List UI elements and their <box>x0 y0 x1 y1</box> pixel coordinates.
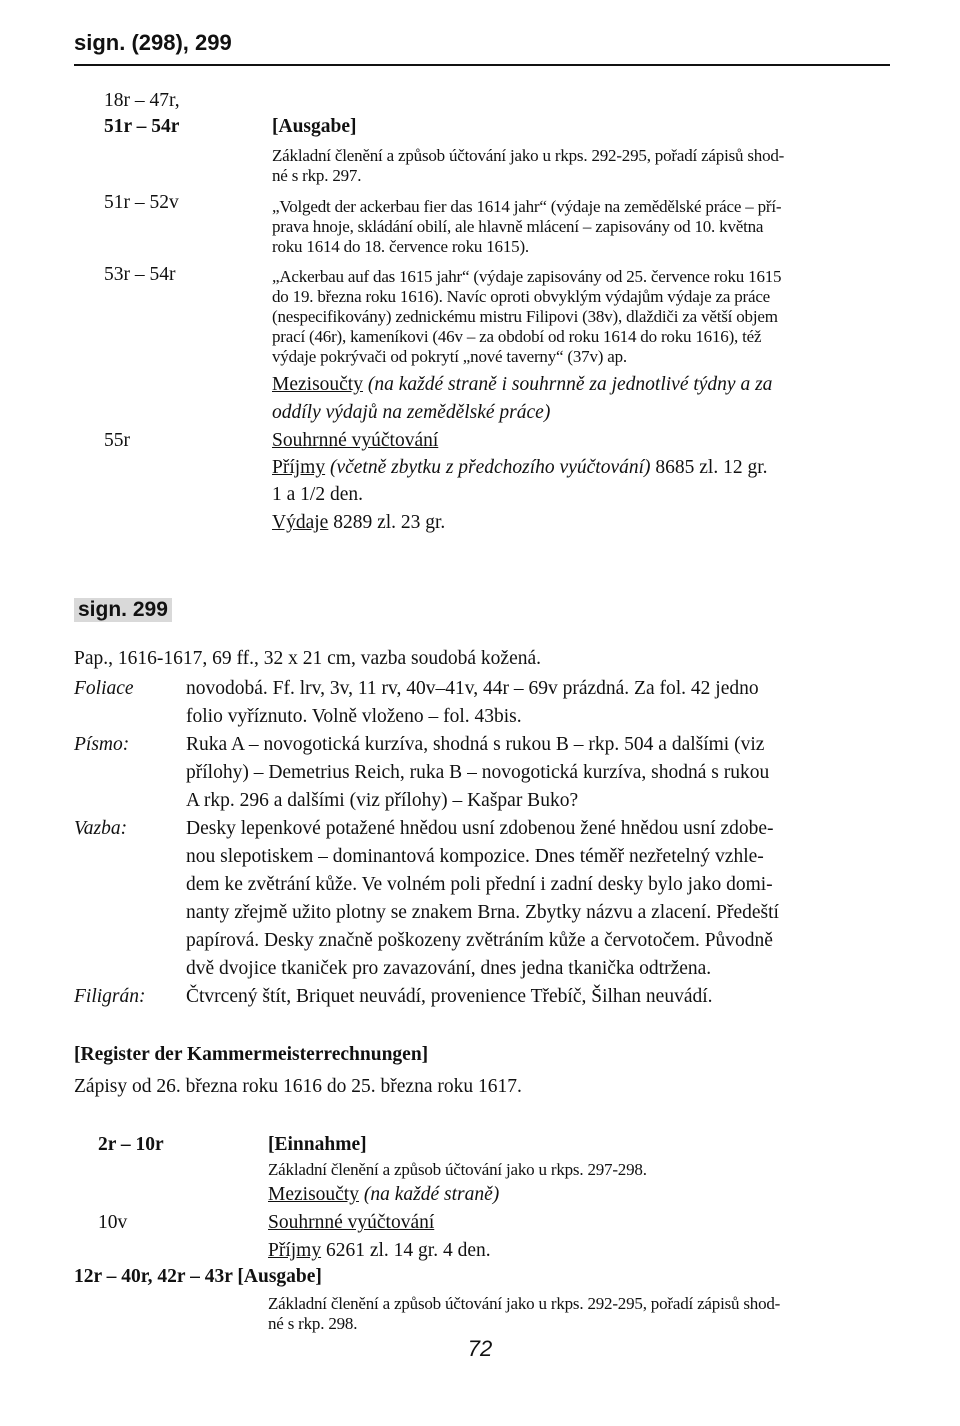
field-label-pismo: Písmo: <box>74 734 130 755</box>
entry-text: prava hnoje, skládání obilí, ale hlavně mlácení – zapisovány od 10. května <box>272 217 764 236</box>
field-value: papírová. Desky značně poškozeny zvětráním kůže a červotočem. Původně <box>186 930 773 951</box>
folio-range: 18r – 47r, <box>104 90 180 111</box>
entry-text: Základní členění a způsob účtování jako u rkps. 297-298. <box>268 1160 647 1179</box>
folio-range: 2r – 10r <box>98 1134 164 1155</box>
income-value: 8685 zl. 12 gr. <box>650 457 768 478</box>
income-line <box>272 457 768 479</box>
summary-heading: Souhrnné vyúčtování <box>272 430 439 451</box>
field-value: nanty zřejmě užito plotny se znakem Brna. Zbytky názvu a zlacení. Předeští <box>186 902 779 923</box>
subtotals-note: oddíly výdajů na zemědělské práce) <box>272 402 551 423</box>
subtotals-label: Mezisoučty <box>268 1184 359 1205</box>
physical-description: Pap., 1616-1617, 69 ff., 32 x 21 cm, vazba soudobá kožená. <box>74 648 542 669</box>
entry-text: „Volgedt der ackerbau fier das 1614 jahr“ (výdaje na zemědělské práce – pří- <box>272 197 782 216</box>
folio-range <box>74 1266 322 1288</box>
income-label: Příjmy <box>272 457 326 478</box>
folio-range-text: 12r – 40r, 42r – 43r <box>74 1266 233 1287</box>
expense-label: Výdaje <box>272 512 329 533</box>
folio-range: 51r – 52v <box>104 192 179 213</box>
entry-text: (nespecifikovány) zednickému mistru Filipovi (38v), dlaždiči za větší objem <box>272 307 778 326</box>
subtotals-note: (na každé straně i souhrnně za jednotlivé týdny a za <box>362 374 773 395</box>
subtotals-label: Mezisoučty <box>272 374 363 395</box>
subtotals-line <box>272 374 772 396</box>
folio-range: 55r <box>104 430 130 451</box>
folio-range: 53r – 54r <box>104 264 176 285</box>
field-value: nou slepotiskem – dominantová kompozice. Dnes téměř nezřetelný vzhle- <box>186 846 764 867</box>
section-heading: [Einnahme] <box>268 1134 367 1155</box>
field-value: A rkp. 296 a dalšími (viz přílohy) – Kašpar Buko? <box>186 790 579 811</box>
entry-text: roku 1614 do 18. července roku 1615). <box>272 237 529 256</box>
income-line <box>268 1240 491 1262</box>
entry-text: prací (46r), kameníkovi (46v – za období od roku 1614 do roku 1616), též <box>272 327 762 346</box>
field-value: dem ke zvětrání kůže. Ve volném poli přední i zadní desky bylo jako domi- <box>186 874 773 895</box>
field-label-filigran: Filigrán: <box>74 986 146 1007</box>
page-header: sign. (298), 299 <box>74 30 232 55</box>
section-heading: [Ausgabe] <box>237 1266 322 1287</box>
entry-text: „Ackerbau auf das 1615 jahr“ (výdaje zapisovány od 25. července roku 1615 <box>272 267 782 286</box>
entry-text: do 19. března roku 1616). Navíc oproti obvyklým výdajům výdaje za práce <box>272 287 771 306</box>
field-label-foliace: Foliace <box>74 678 134 699</box>
field-value: Čtvrcený štít, Briquet neuvádí, provenience Třebíč, Šilhan neuvádí. <box>186 986 713 1007</box>
section-heading: [Ausgabe] <box>272 116 357 137</box>
entry-text: Základní členění a způsob účtování jako u rkps. 292-295, pořadí zápisů shod- <box>272 146 785 165</box>
register-title: [Register der Kammermeisterrechnungen] <box>74 1044 429 1065</box>
expense-line <box>272 512 445 534</box>
income-value: 1 a 1/2 den. <box>272 484 363 505</box>
field-value: folio vyříznuto. Volně vloženo – fol. 43bis. <box>186 706 522 727</box>
header-rule <box>74 64 890 66</box>
summary-heading: Souhrnné vyúčtování <box>268 1212 435 1233</box>
entry-text: né s rkp. 298. <box>268 1314 358 1333</box>
field-label-vazba: Vazba: <box>74 818 128 839</box>
field-value: novodobá. Ff. lrv, 3v, 11 rv, 40v–41v, 44r – 69v prázdná. Za fol. 42 jedno <box>186 678 759 699</box>
field-value: přílohy) – Demetrius Reich, ruka B – novogotická kurzíva, shodná s rukou <box>186 762 770 783</box>
entry-text: výdaje pokrývači od pokrytí „nové taverny“ (37v) ap. <box>272 347 627 366</box>
entry-text: né s rkp. 297. <box>272 166 362 185</box>
income-label: Příjmy <box>268 1240 322 1261</box>
folio-range: 10v <box>98 1212 128 1233</box>
subtotals-line <box>268 1184 499 1206</box>
subtotals-note: (na každé straně) <box>358 1184 500 1205</box>
field-value: Desky lepenkové potažené hnědou usní zdobenou žené hnědou usní zdobe- <box>186 818 774 839</box>
signature-badge: sign. 299 <box>74 598 172 622</box>
field-value: Ruka A – novogotická kurzíva, shodná s rukou B – rkp. 504 a dalšími (viz <box>186 734 765 755</box>
expense-value: 8289 zl. 23 gr. <box>328 512 446 533</box>
entry-text: Základní členění a způsob účtování jako u rkps. 292-295, pořadí zápisů shod- <box>268 1294 781 1313</box>
register-period: Zápisy od 26. března roku 1616 do 25. března roku 1617. <box>74 1076 522 1097</box>
folio-range: 51r – 54r <box>104 116 180 137</box>
income-value: 6261 zl. 14 gr. 4 den. <box>321 1240 491 1261</box>
field-value: dvě dvojice tkaniček pro zavazování, dnes jedna tkanička odtržena. <box>186 958 712 979</box>
page-number: 72 <box>467 1336 493 1361</box>
income-note: (včetně zbytku z předchozího vyúčtování) <box>325 457 651 478</box>
